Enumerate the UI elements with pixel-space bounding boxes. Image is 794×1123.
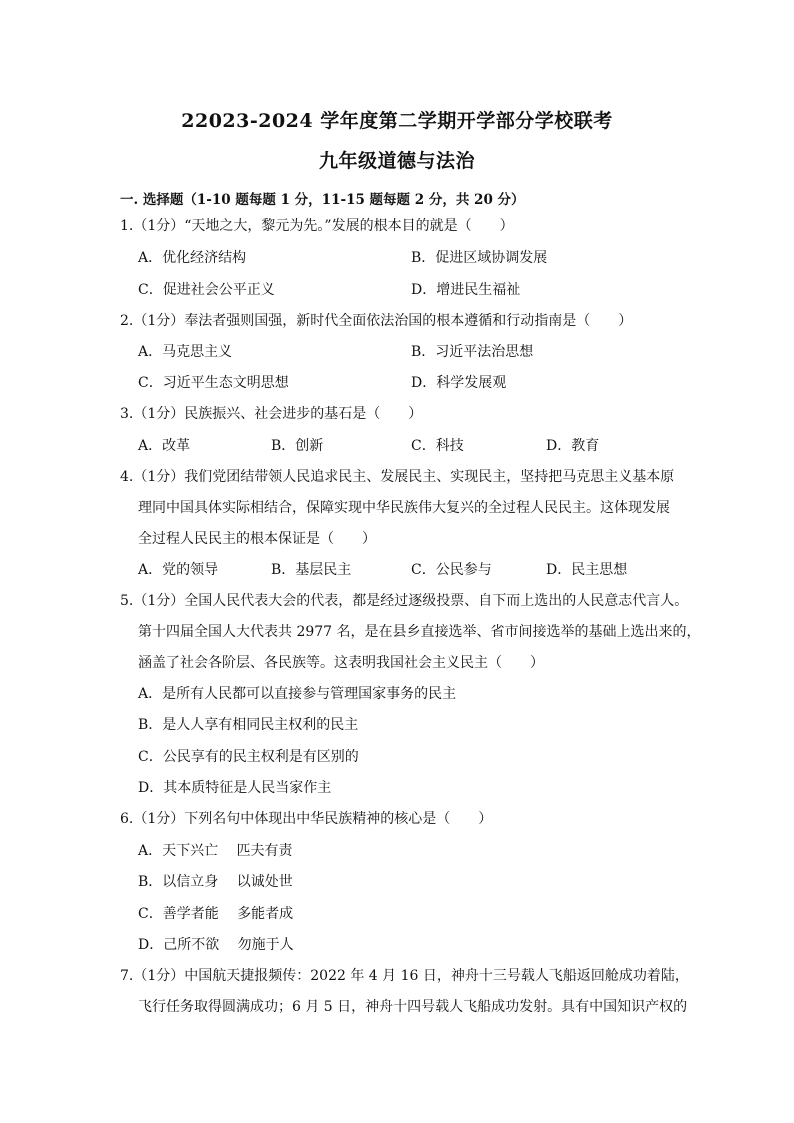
question-1-option-a: A．优化经济结构: [138, 250, 247, 266]
exam-title: 22023-2024 学年度第二学期开学部分学校联考: [181, 110, 613, 132]
question-3-option-d: D．教育: [546, 438, 600, 454]
question-3-option-b: B．创新: [271, 438, 324, 454]
question-5-stem-line-3: 涵盖了社会各阶层、各民族等。这表明我国社会主义民主（ ）: [138, 655, 544, 671]
question-5-stem-line-1: 5.（1分）全国人民代表大会的代表，都是经过逐级投票、自下而上选出的人民意志代言人。: [120, 593, 689, 609]
question-6-option-a: A．天下兴亡 匹夫有责: [138, 843, 293, 859]
question-2-option-b: B．习近平法治思想: [411, 344, 534, 360]
question-6-option-d: D．己所不欲 勿施于人: [138, 937, 294, 953]
question-7-stem-line-1: 7.（1分）中国航天捷报频传：2022 年 4 月 16 日，神舟十三号载人飞船返回舱成功着陆，: [120, 968, 689, 984]
question-3-stem: 3.（1分）民族振兴、社会进步的基石是（ ）: [120, 406, 423, 422]
question-1-option-d: D．增进民生福祉: [411, 282, 521, 298]
section-heading: 一. 选择题（1-10 题每题 1 分，11-15 题每题 2 分，共 20 分）: [120, 192, 525, 208]
question-6-stem: 6.（1分）下列名句中体现出中华民族精神的核心是（ ）: [120, 811, 493, 827]
question-3-option-c: C．科技: [411, 438, 464, 454]
question-3-option-a: A．改革: [138, 438, 191, 454]
question-4-option-a: A．党的领导: [138, 562, 219, 578]
question-2-option-c: C．习近平生态文明思想: [138, 375, 289, 391]
question-2-option-a: A．马克思主义: [138, 344, 233, 360]
question-7-stem-line-2: 飞行任务取得圆满成功；6 月 5 日，神舟十四号载人飞船成功发射。具有中国知识产权的: [138, 999, 688, 1015]
question-2-stem: 2.（1分）奉法者强则国强，新时代全面依法治国的根本遵循和行动指南是（ ）: [120, 313, 633, 329]
question-1-stem: 1.（1分）“天地之大，黎元为先。”发展的根本目的就是（ ）: [120, 218, 514, 234]
question-5-option-c: C．公民享有的民主权利是有区别的: [138, 749, 359, 765]
question-4-option-c: C．公民参与: [411, 562, 492, 578]
question-4-stem-line-1: 4.（1分）我们党团结带领人民追求民主、发展民主、实现民主，坚持把马克思主义基本原: [120, 469, 675, 485]
question-5-option-b: B．是人人享有相同民主权利的民主: [138, 717, 359, 733]
question-4-option-d: D．民主思想: [546, 562, 628, 578]
question-4-option-b: B．基层民主: [271, 562, 352, 578]
question-5-option-a: A．是所有人民都可以直接参与管理国家事务的民主: [138, 686, 457, 702]
question-2-option-d: D．科学发展观: [411, 375, 507, 391]
question-6-option-c: C．善学者能 多能者成: [138, 906, 294, 922]
question-6-option-b: B．以信立身 以诚处世: [138, 874, 293, 890]
question-4-stem-line-2: 理同中国具体实际相结合，保障实现中华民族伟大复兴的全过程人民民主。这体现发展: [138, 500, 670, 516]
question-5-stem-line-2: 第十四届全国人大代表共 2977 名，是在县乡直接选举、省市间接选举的基础上选出来的，: [138, 624, 701, 640]
question-1-option-b: B．促进区域协调发展: [411, 250, 548, 266]
question-1-option-c: C．促进社会公平正义: [138, 282, 275, 298]
exam-subject: 九年级道德与法治: [318, 150, 475, 172]
question-4-stem-line-3: 全过程人民民主的根本保证是（ ）: [138, 531, 376, 547]
question-5-option-d: D．其本质特征是人民当家作主: [138, 780, 332, 796]
